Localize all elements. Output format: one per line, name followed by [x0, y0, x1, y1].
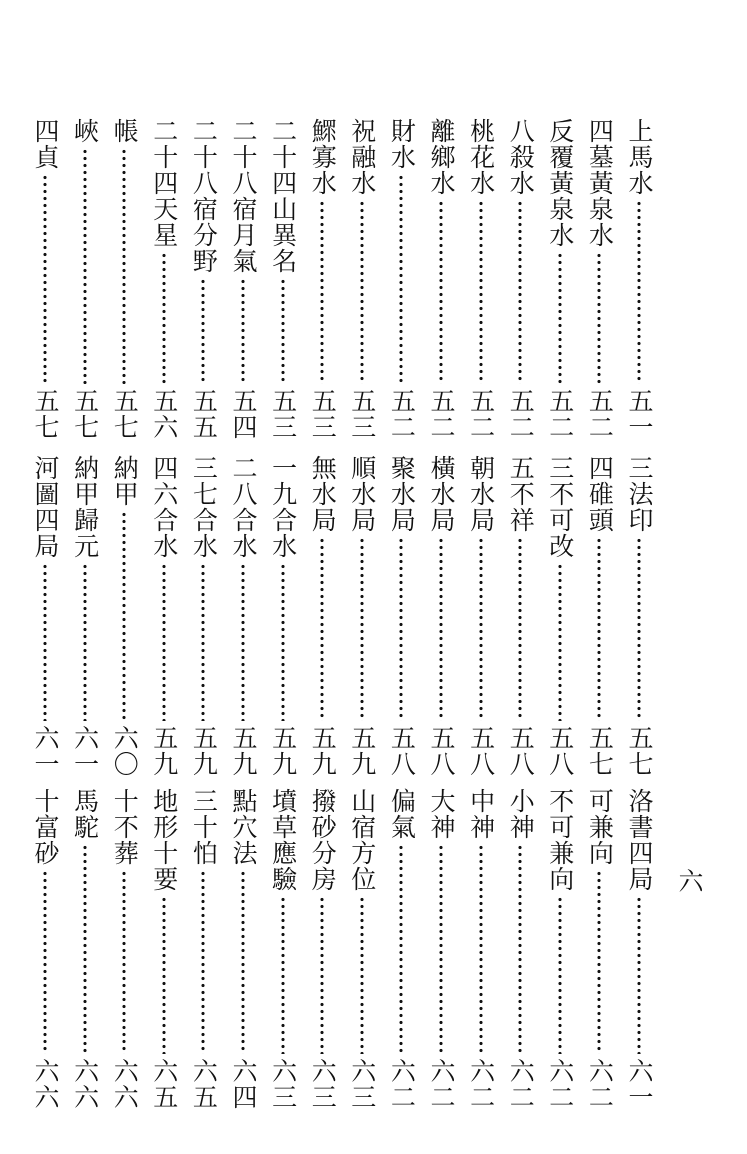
entry-page-number: 六五 — [189, 1058, 219, 1110]
entry-title: 小神 — [506, 788, 536, 840]
entry-title: 點穴法 — [229, 788, 258, 866]
dot-leader — [360, 896, 364, 1054]
dot-leader — [558, 563, 562, 721]
entry-title: 帳 — [110, 118, 140, 144]
entry-page-number: 六二 — [387, 1058, 417, 1110]
toc-entry — [386, 455, 416, 777]
entry-title: 河圖四局 — [31, 455, 60, 559]
dot-leader — [241, 870, 245, 1054]
dot-leader — [518, 537, 522, 721]
entry-title: 反覆黃泉水 — [545, 118, 575, 248]
entry-title: 三法印 — [625, 455, 654, 533]
dot-leader — [597, 252, 601, 384]
toc-entry — [307, 455, 337, 777]
entry-title: 三十怕 — [189, 788, 219, 866]
toc-entry — [386, 118, 416, 440]
dot-leader — [479, 844, 483, 1054]
entry-page-number: 六六 — [70, 1058, 100, 1110]
entry-title: 二十八宿月氣 — [229, 118, 258, 274]
entry-page-number: 五四 — [229, 388, 258, 440]
toc-entry — [70, 118, 100, 440]
entry-title: 大神 — [427, 788, 456, 840]
entry-title: 四墓黃泉水 — [585, 118, 615, 248]
dot-leader — [558, 252, 562, 384]
toc-entry — [584, 455, 614, 777]
entry-title: 四碓頭 — [585, 455, 615, 533]
entry-title: 洛書四局 — [625, 788, 654, 892]
toc-entry — [466, 118, 496, 440]
entry-page-number: 五九 — [189, 725, 219, 777]
entry-title: 桃花水 — [466, 118, 496, 196]
toc-entry — [307, 788, 337, 1110]
entry-page-number: 五二 — [387, 388, 417, 440]
dot-leader — [439, 844, 443, 1054]
toc-entry — [584, 788, 614, 1110]
entry-title: 二十四天星 — [149, 118, 179, 248]
entry-title: 納甲 — [110, 455, 140, 507]
toc-entry — [624, 455, 654, 777]
toc-entry — [347, 118, 377, 440]
entry-page-number: 五八 — [506, 725, 536, 777]
entry-page-number: 五九 — [149, 725, 179, 777]
entry-page-number: 六三 — [308, 1058, 338, 1110]
entry-title: 墳草應驗 — [268, 788, 298, 892]
dot-leader — [597, 537, 601, 721]
dot-leader — [162, 252, 166, 384]
entry-page-number: 五八 — [545, 725, 575, 777]
entry-page-number: 五七 — [31, 388, 60, 440]
entry-page-number: 六二 — [427, 1058, 456, 1110]
toc-entry — [624, 118, 654, 440]
entry-page-number: 六二 — [506, 1058, 536, 1110]
dot-leader — [281, 896, 285, 1054]
toc-entry — [347, 455, 377, 777]
entry-title: 可兼向 — [585, 788, 615, 866]
entry-title: 三不可改 — [545, 455, 575, 559]
toc-entry — [149, 455, 179, 777]
toc-entry — [584, 118, 614, 440]
entry-page-number: 五二 — [585, 388, 615, 440]
dot-leader — [43, 563, 47, 721]
dot-leader — [241, 563, 245, 721]
entry-page-number: 五九 — [308, 725, 338, 777]
dot-leader — [122, 511, 126, 721]
entry-page-number: 五二 — [506, 388, 536, 440]
toc-entry — [505, 118, 535, 440]
toc-entry — [426, 788, 456, 1110]
entry-page-number: 六〇 — [110, 725, 140, 777]
toc-entry — [109, 455, 139, 777]
entry-title: 一九合水 — [268, 455, 298, 559]
entry-page-number: 五二 — [466, 388, 496, 440]
entry-page-number: 五三 — [308, 388, 338, 440]
dot-leader — [439, 200, 443, 384]
dot-leader — [241, 278, 245, 384]
toc-entry — [188, 455, 218, 777]
page-number: 六 — [675, 868, 704, 893]
dot-leader — [479, 537, 483, 721]
entry-page-number: 五三 — [347, 388, 377, 440]
dot-leader — [162, 896, 166, 1054]
entry-title: 十富砂 — [31, 788, 60, 866]
dot-leader — [201, 870, 205, 1054]
dot-leader — [122, 870, 126, 1054]
entry-page-number: 五八 — [466, 725, 496, 777]
dot-leader — [281, 278, 285, 384]
toc-entry — [30, 455, 60, 777]
dot-leader — [637, 896, 641, 1054]
entry-page-number: 六三 — [268, 1058, 298, 1110]
dot-leader — [320, 200, 324, 384]
dot-leader — [320, 537, 324, 721]
entry-title: 祝融水 — [347, 118, 377, 196]
entry-page-number: 六三 — [347, 1058, 377, 1110]
entry-title: 十不葬 — [110, 788, 140, 866]
entry-title: 偏氣 — [387, 788, 417, 840]
toc-entry — [228, 455, 258, 777]
entry-page-number: 五五 — [189, 388, 219, 440]
entry-page-number: 五九 — [268, 725, 298, 777]
entry-title: 無水局 — [308, 455, 338, 533]
toc-entry — [228, 788, 258, 1110]
entry-title: 四六合水 — [149, 455, 179, 559]
toc-entry — [30, 118, 60, 440]
entry-page-number: 五八 — [387, 725, 417, 777]
entry-page-number: 六四 — [229, 1058, 258, 1110]
entry-title: 地形十要 — [149, 788, 179, 892]
toc-entry — [30, 788, 60, 1110]
entry-title: 二十四山異名 — [268, 118, 298, 274]
entry-page-number: 五六 — [149, 388, 179, 440]
entry-title: 上馬水 — [625, 118, 654, 196]
dot-leader — [320, 896, 324, 1054]
entry-title: 馬駝 — [70, 788, 100, 840]
entry-title: 順水局 — [347, 455, 377, 533]
dot-leader — [162, 563, 166, 721]
toc-entry — [386, 788, 416, 1110]
dot-leader — [83, 148, 87, 384]
dot-leader — [281, 563, 285, 721]
entry-title: 山宿方位 — [347, 788, 377, 892]
toc-entry — [70, 455, 100, 777]
entry-title: 峽 — [70, 118, 100, 144]
entry-title: 二十八宿分野 — [189, 118, 219, 274]
entry-title: 二八合水 — [229, 455, 258, 559]
entry-page-number: 六一 — [625, 1058, 654, 1110]
toc-entry — [149, 118, 179, 440]
toc-entry — [268, 118, 298, 440]
entry-title: 納甲歸元 — [70, 455, 100, 559]
entry-page-number: 六六 — [31, 1058, 60, 1110]
dot-leader — [43, 174, 47, 384]
entry-title: 朝水局 — [466, 455, 496, 533]
entry-title: 鰥寡水 — [308, 118, 338, 196]
entry-page-number: 五七 — [70, 388, 100, 440]
entry-page-number: 五七 — [110, 388, 140, 440]
dot-leader — [83, 563, 87, 721]
dot-leader — [399, 174, 403, 384]
dot-leader — [43, 870, 47, 1054]
entry-title: 撥砂分房 — [308, 788, 338, 892]
dot-leader — [597, 870, 601, 1054]
entry-title: 離鄉水 — [427, 118, 456, 196]
toc-entry — [109, 788, 139, 1110]
entry-page-number: 六一 — [70, 725, 100, 777]
toc-entry — [624, 788, 654, 1110]
dot-leader — [399, 844, 403, 1054]
dot-leader — [637, 537, 641, 721]
entry-page-number: 五二 — [427, 388, 456, 440]
dot-leader — [518, 200, 522, 384]
toc-entry — [466, 455, 496, 777]
toc-entry — [109, 118, 139, 440]
entry-title: 中神 — [466, 788, 496, 840]
toc-entry — [545, 118, 575, 440]
entry-page-number: 五二 — [545, 388, 575, 440]
entry-page-number: 六六 — [110, 1058, 140, 1110]
entry-title: 財水 — [387, 118, 417, 170]
entry-title: 橫水局 — [427, 455, 456, 533]
entry-page-number: 五八 — [427, 725, 456, 777]
toc-entry — [149, 788, 179, 1110]
dot-leader — [201, 563, 205, 721]
dot-leader — [558, 896, 562, 1054]
entry-page-number: 五七 — [585, 725, 615, 777]
toc-entry — [505, 788, 535, 1110]
entry-page-number: 五九 — [229, 725, 258, 777]
toc-entry — [307, 118, 337, 440]
dot-leader — [479, 200, 483, 384]
entry-page-number: 五一 — [625, 388, 654, 440]
toc-entry — [466, 788, 496, 1110]
toc-entry — [545, 455, 575, 777]
entry-title: 三七合水 — [189, 455, 219, 559]
toc-entry — [70, 788, 100, 1110]
toc-entry — [545, 788, 575, 1110]
toc-entry — [268, 788, 298, 1110]
toc-entry — [188, 788, 218, 1110]
entry-page-number: 六二 — [466, 1058, 496, 1110]
dot-leader — [637, 200, 641, 384]
toc-entry — [268, 455, 298, 777]
entry-page-number: 六二 — [545, 1058, 575, 1110]
entry-page-number: 五三 — [268, 388, 298, 440]
dot-leader — [360, 537, 364, 721]
toc-entry — [426, 118, 456, 440]
dot-leader — [83, 844, 87, 1054]
dot-leader — [360, 200, 364, 384]
toc-entry — [347, 788, 377, 1110]
entry-title: 不可兼向 — [545, 788, 575, 892]
toc-entry — [505, 455, 535, 777]
toc-entry — [228, 118, 258, 440]
entry-title: 五不祥 — [506, 455, 536, 533]
entry-page-number: 六一 — [31, 725, 60, 777]
dot-leader — [518, 844, 522, 1054]
entry-page-number: 五九 — [347, 725, 377, 777]
entry-page-number: 五七 — [625, 725, 654, 777]
entry-title: 聚水局 — [387, 455, 417, 533]
entry-title: 八殺水 — [506, 118, 536, 196]
entry-page-number: 六五 — [149, 1058, 179, 1110]
toc-entry — [426, 455, 456, 777]
entry-title: 四貞 — [31, 118, 60, 170]
dot-leader — [399, 537, 403, 721]
dot-leader — [439, 537, 443, 721]
dot-leader — [122, 148, 126, 384]
dot-leader — [201, 278, 205, 384]
toc-entry — [188, 118, 218, 440]
entry-page-number: 六二 — [585, 1058, 615, 1110]
